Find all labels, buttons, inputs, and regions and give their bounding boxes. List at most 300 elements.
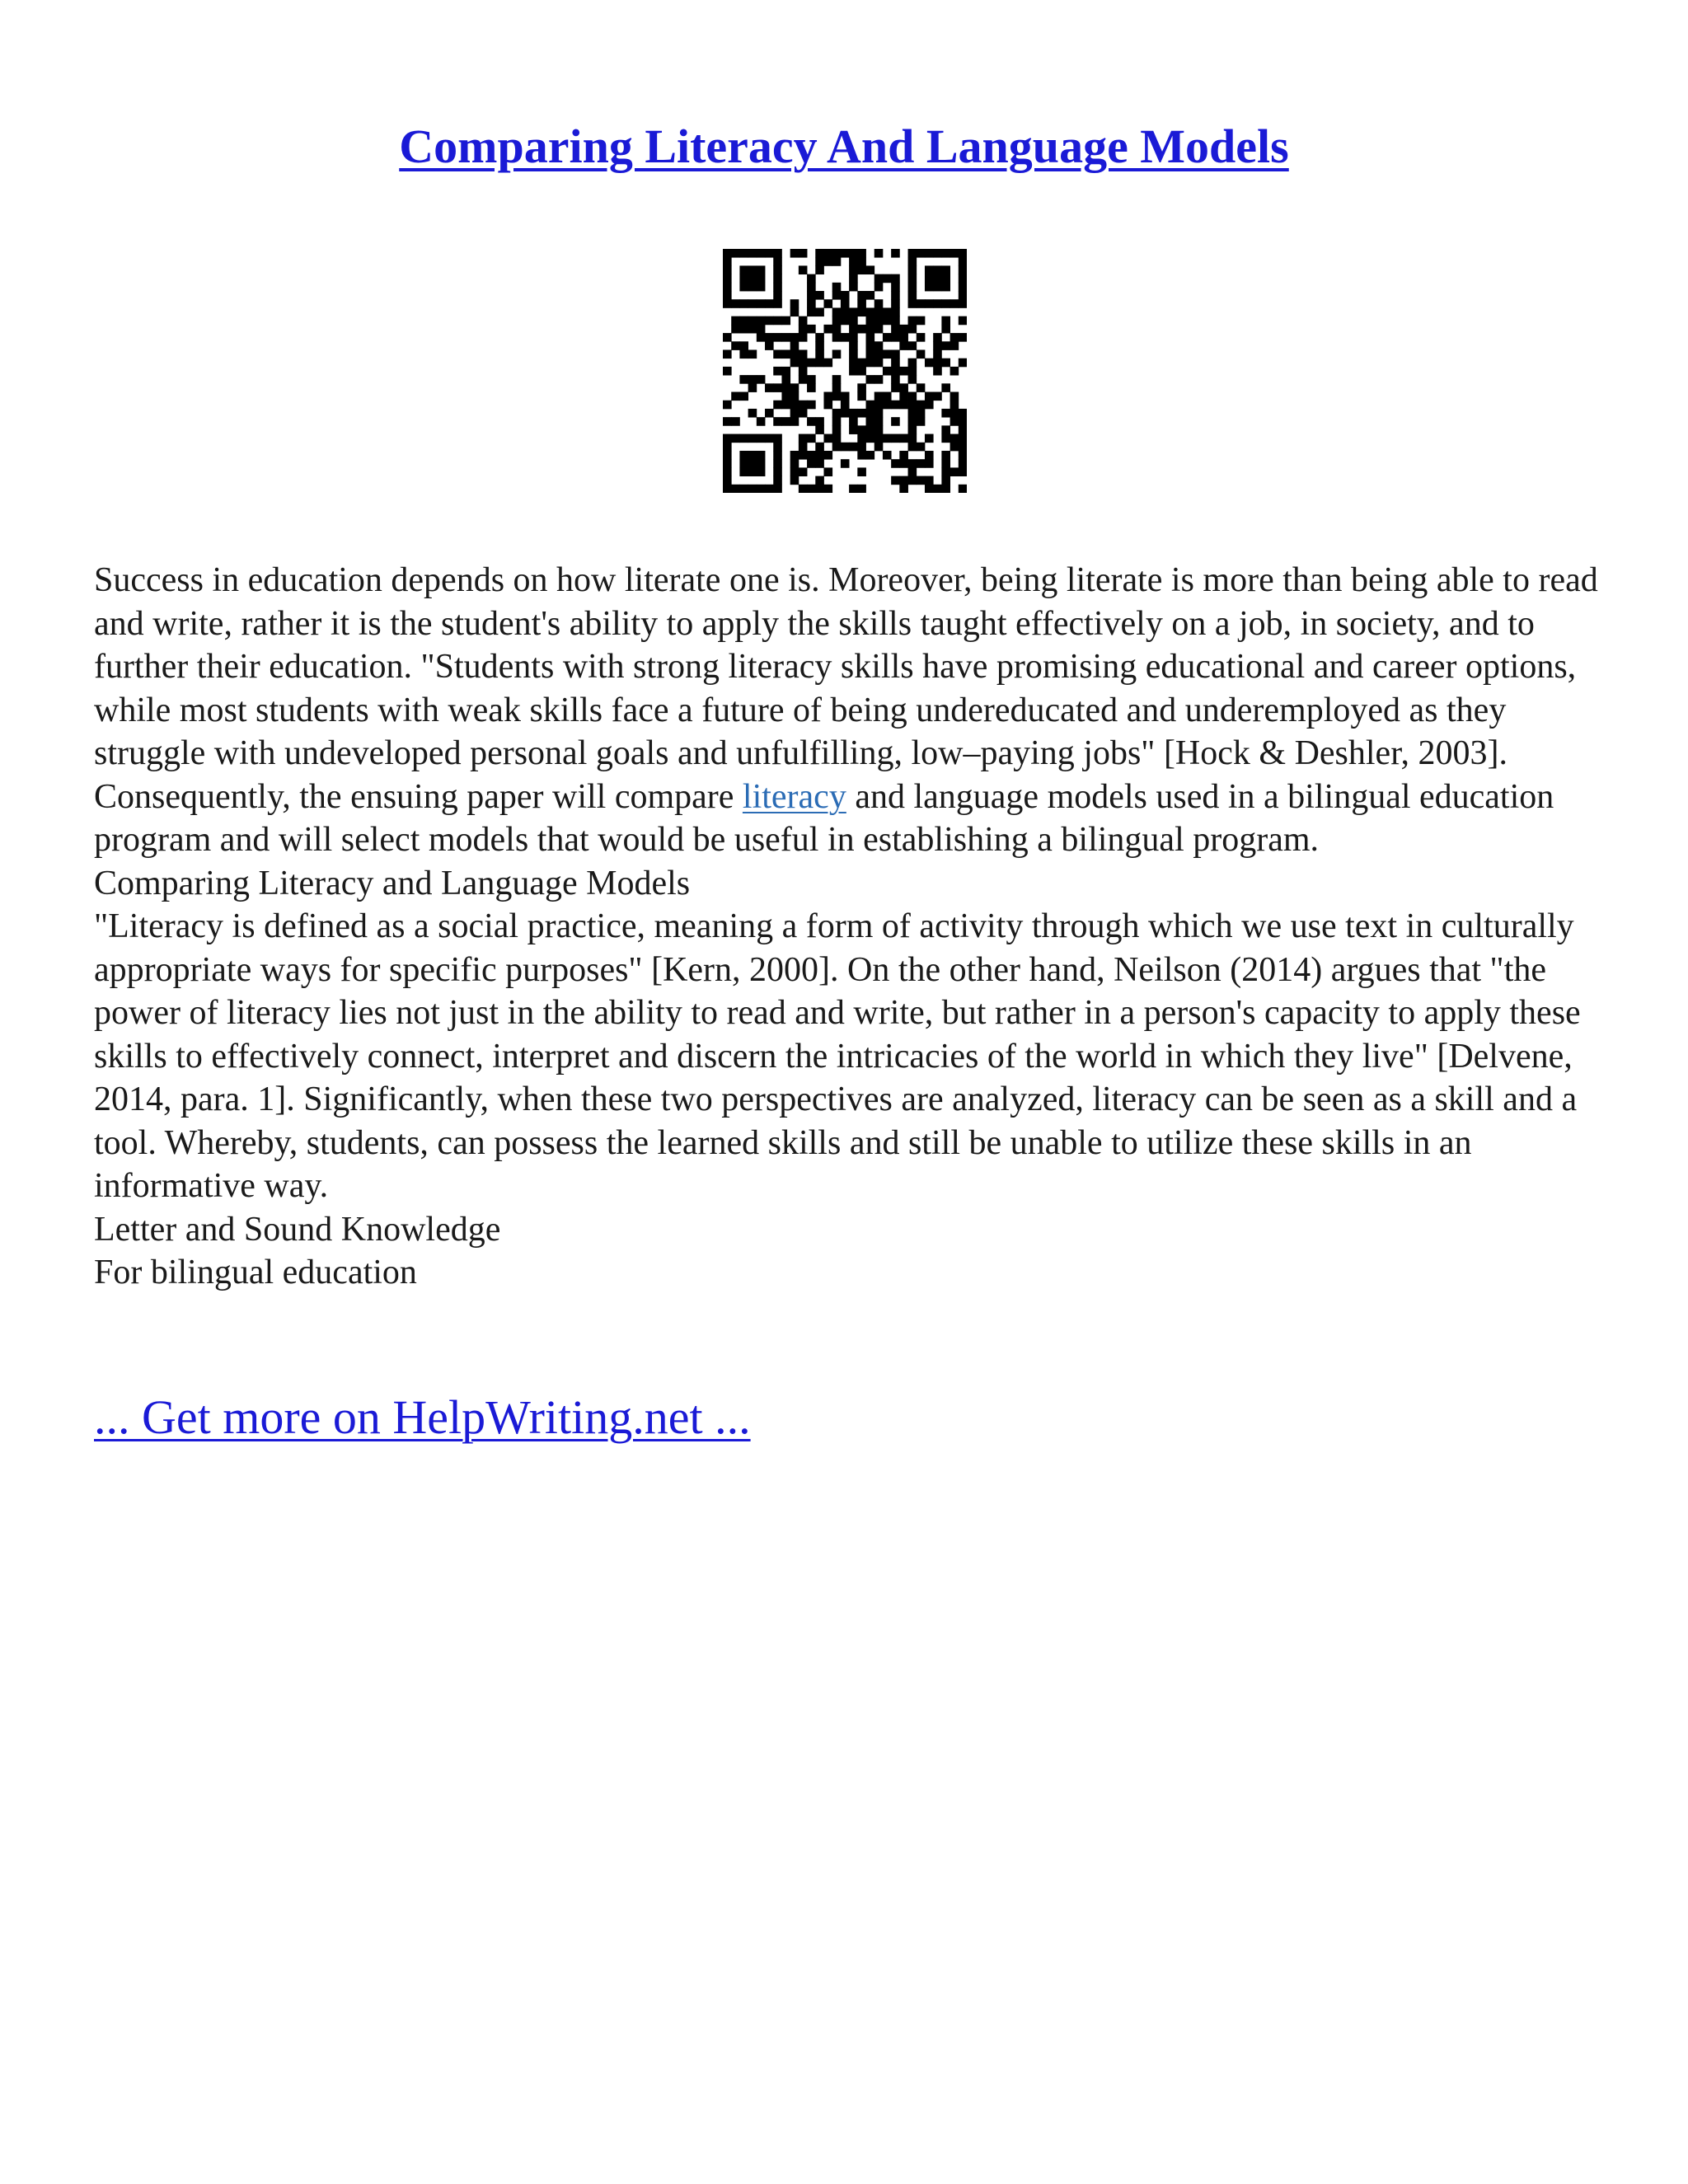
qr-module [723,265,732,274]
qr-module [815,333,824,342]
qr-module [723,459,732,468]
qr-module [723,349,732,359]
qr-module [874,375,884,384]
qr-module [757,274,766,284]
qr-module [757,459,766,468]
qr-module [748,325,757,334]
qr-module [841,409,850,418]
qr-module [950,434,959,443]
qr-module [933,333,942,342]
qr-module [849,341,858,350]
qr-module [823,392,832,401]
qr-module [849,417,858,426]
qr-module [841,333,850,342]
qr-module [849,443,858,452]
qr-module [941,274,950,284]
qr-module [748,265,757,274]
qr-module [781,349,790,359]
qr-module [908,434,917,443]
qr-module [883,434,892,443]
qr-module [815,451,824,460]
qr-module [866,325,875,334]
qr-module [807,401,816,410]
qr-module [739,349,748,359]
qr-module [908,392,917,401]
qr-module [832,249,842,258]
qr-module [925,459,934,468]
qr-module [757,467,766,476]
qr-module [731,434,740,443]
qr-module [891,417,900,426]
qr-module [815,349,824,359]
qr-module [765,299,774,308]
qr-module [908,265,917,274]
qr-module [807,375,816,384]
qr-module [941,485,950,493]
qr-module [748,383,757,392]
qr-module [908,443,917,452]
qr-module [799,401,808,410]
qr-module [807,434,816,443]
qr-module [757,451,766,460]
qr-module [790,459,799,468]
qr-module [757,375,766,384]
qr-module [933,392,942,401]
qr-module [731,299,740,308]
qr-module [950,417,959,426]
qr-module [823,451,832,460]
qr-module [917,459,926,468]
qr-module [781,417,790,426]
qr-module [832,325,842,334]
qr-module [959,257,967,266]
qr-module [823,257,832,266]
qr-module [773,434,782,443]
qr-module [941,425,950,434]
qr-module [815,417,824,426]
qr-module [765,485,774,493]
qr-module [841,401,850,410]
qr-module [857,299,866,308]
qr-module [757,325,766,334]
qr-module [790,467,799,476]
qr-module [841,299,850,308]
qr-module [781,333,790,342]
qr-module [723,257,732,266]
qr-module [866,291,875,300]
qr-module [765,249,774,258]
qr-module [908,409,917,418]
qr-module [899,401,908,410]
literacy-link[interactable]: literacy [742,777,846,816]
qr-module [874,443,884,452]
qr-module [849,274,858,284]
qr-module [891,274,900,284]
qr-module [849,409,858,418]
qr-module [790,307,799,316]
qr-module [917,349,926,359]
qr-module [807,299,816,308]
qr-module [823,249,832,258]
qr-module [891,359,900,368]
qr-module [866,359,875,368]
qr-module [748,434,757,443]
qr-module [959,283,967,292]
qr-module [883,451,892,460]
qr-module [815,265,824,274]
qr-module [891,283,900,292]
qr-module [941,316,950,326]
qr-module [891,325,900,334]
qr-module [950,467,959,476]
qr-module [917,316,926,326]
qr-module [773,401,782,410]
qr-module [959,443,967,452]
qr-module [933,359,942,368]
get-more-link[interactable]: ... Get more on HelpWriting.net ... [94,1390,751,1444]
qr-module [959,291,967,300]
qr-module [857,367,866,376]
qr-module [908,325,917,334]
qr-module [765,333,774,342]
qr-module [807,307,816,316]
qr-module [874,434,884,443]
qr-module [739,325,748,334]
qr-module [959,451,967,460]
qr-module [807,291,816,300]
qr-module [925,434,934,443]
qr-module [773,383,782,392]
qr-module [874,417,884,426]
qr-module [925,299,934,308]
qr-module [841,316,850,326]
qr-module [773,451,782,460]
qr-module [723,249,732,258]
qr-module [917,299,926,308]
qr-module [815,459,824,468]
qr-module [823,325,832,334]
qr-module [832,443,842,452]
qr-module [799,443,808,452]
qr-module [748,274,757,284]
qr-module [807,359,816,368]
qr-module [773,367,782,376]
qr-module [757,316,766,326]
qr-module [883,367,892,376]
qr-module [815,257,824,266]
qr-module [959,249,967,258]
qr-module [908,425,917,434]
qr-module [849,485,858,493]
qr-module [891,299,900,308]
qr-module [815,485,824,493]
qr-module [799,367,808,376]
qr-module [765,383,774,392]
qr-module [832,425,842,434]
qr-module [874,307,884,316]
qr-module [723,291,732,300]
qr-module [941,359,950,368]
qr-module [849,425,858,434]
line-bilingual: For bilingual education [94,1254,417,1291]
qr-module [757,417,766,426]
qr-module [799,451,808,460]
qr-module [799,316,808,326]
qr-module [731,341,740,350]
qr-module [849,316,858,326]
qr-module [773,283,782,292]
qr-module [781,367,790,376]
qr-module [917,409,926,418]
qr-module [866,401,875,410]
qr-module [891,476,900,485]
qr-module [765,341,774,350]
qr-module [950,249,959,258]
qr-module [832,283,842,292]
qr-module [866,265,875,274]
qr-module [857,409,866,418]
qr-module [925,359,934,368]
qr-module [908,359,917,368]
qr-module [790,349,799,359]
qr-module [941,434,950,443]
qr-module [950,299,959,308]
qr-module [941,476,950,485]
line-letter-sound: Letter and Sound Knowledge [94,1210,501,1249]
qr-module [757,333,766,342]
qr-module [959,459,967,468]
qr-module [723,476,732,485]
qr-module [757,249,766,258]
qr-module [950,392,959,401]
qr-module [908,417,917,426]
qr-module [874,359,884,368]
qr-module [765,316,774,326]
qr-module [874,249,884,258]
qr-module [933,367,942,376]
qr-module [925,249,934,258]
qr-module [799,349,808,359]
qr-module [866,451,875,460]
qr-module [891,349,900,359]
qr-module [832,409,842,418]
qr-module [857,392,866,401]
qr-module [739,249,748,258]
qr-module [857,383,866,392]
qr-module [908,467,917,476]
qr-module [891,434,900,443]
qr-module [731,325,740,334]
qr-module [941,459,950,468]
qr-module [748,375,757,384]
qr-module [857,425,866,434]
qr-module [950,443,959,452]
qr-module [891,459,900,468]
qr-module [731,417,740,426]
qr-module [765,409,774,418]
qr-module [899,451,908,460]
qr-module [832,434,842,443]
qr-code-graphic [723,249,967,493]
qr-module [739,467,748,476]
qr-module [739,392,748,401]
qr-module [790,341,799,350]
qr-module [959,274,967,284]
qr-module [773,257,782,266]
qr-module [773,316,782,326]
qr-module [866,307,875,316]
qr-module [765,434,774,443]
qr-module [799,333,808,342]
qr-module [874,274,884,284]
qr-module [899,476,908,485]
qr-module [857,451,866,460]
qr-module [799,325,808,334]
qr-module [849,283,858,292]
qr-module [941,299,950,308]
page-title [0,114,1688,180]
qr-module [815,476,824,485]
qr-module [773,476,782,485]
qr-module [748,283,757,292]
qr-module [748,451,757,460]
qr-module [781,316,790,326]
qr-module [799,375,808,384]
qr-module [739,316,748,326]
qr-module [950,409,959,418]
title-link[interactable]: Comparing Literacy And Language Models [399,120,1289,173]
qr-module [731,249,740,258]
qr-module [807,383,816,392]
qr-module [874,341,884,350]
qr-module [959,467,967,476]
qr-code-icon [723,249,967,493]
qr-module [832,257,842,266]
qr-module [849,257,858,266]
qr-module [790,333,799,342]
qr-module [908,316,917,326]
qr-module [891,307,900,316]
qr-module [941,409,950,418]
qr-module [874,401,884,410]
qr-module [908,249,917,258]
qr-module [723,467,732,476]
qr-module [959,434,967,443]
qr-module [959,417,967,426]
qr-module [841,392,850,401]
qr-module [857,443,866,452]
qr-module [790,359,799,368]
qr-module [731,485,740,493]
qr-module [874,325,884,334]
qr-module [841,459,850,468]
qr-module [799,409,808,418]
qr-module [891,375,900,384]
qr-module [731,392,740,401]
qr-module [790,383,799,392]
qr-module [748,459,757,468]
qr-module [757,283,766,292]
qr-module [773,349,782,359]
qr-module [941,249,950,258]
qr-module [857,249,866,258]
qr-module [823,434,832,443]
qr-module [823,299,832,308]
qr-module [823,467,832,476]
qr-module [874,283,884,292]
qr-module [748,409,757,418]
qr-module [857,325,866,334]
qr-module [832,333,842,342]
qr-module [807,325,816,334]
qr-module [959,485,967,493]
qr-module [757,434,766,443]
get-more-paragraph [94,1386,751,1449]
qr-module [773,443,782,452]
qr-module [908,274,917,284]
qr-module [883,274,892,284]
qr-module [832,349,842,359]
qr-module [773,459,782,468]
qr-module [790,299,799,308]
qr-module [941,283,950,292]
qr-module [917,401,926,410]
qr-module [739,485,748,493]
qr-module [959,299,967,308]
qr-module [933,283,942,292]
qr-module [781,383,790,392]
qr-module [933,274,942,284]
qr-module [757,485,766,493]
paragraph-intro-text: Success in education depends on how literate one is. Moreover, being literate is more than being able to read and write, rather it is the student's ability to apply the skills taught effectively on a job, in society, and to further their education. "Students with strong literacy skills have promising educational and career options, while most students with weak skills face a future of being undereducated and underemployed as they struggle with undeveloped personal goals and unfulfilling, low–paying jobs" [Hock & Deshler, 2003]. Consequently, the ensuing paper will compare [94,561,1598,816]
qr-module [917,443,926,452]
qr-module [899,434,908,443]
qr-module [832,392,842,401]
qr-module [748,316,757,326]
qr-module [883,392,892,401]
qr-module [748,249,757,258]
qr-module [815,307,824,316]
qr-module [790,417,799,426]
qr-module [815,341,824,350]
qr-module [773,485,782,493]
qr-module [959,359,967,368]
qr-module [950,401,959,410]
qr-module [925,283,934,292]
qr-module [823,485,832,493]
qr-module [908,291,917,300]
qr-module [899,333,908,342]
qr-module [959,316,967,326]
qr-module [925,392,934,401]
qr-module [832,291,842,300]
qr-module [807,274,816,284]
qr-module [723,283,732,292]
qr-module [773,265,782,274]
qr-module [874,349,884,359]
qr-module [925,451,934,460]
qr-module [790,476,799,485]
qr-module [832,316,842,326]
qr-module [917,383,926,392]
qr-module [866,333,875,342]
qr-module [899,341,908,350]
qr-module [723,417,732,426]
qr-module [815,443,824,452]
qr-module [941,383,950,392]
qr-module [841,307,850,316]
qr-module [799,359,808,368]
